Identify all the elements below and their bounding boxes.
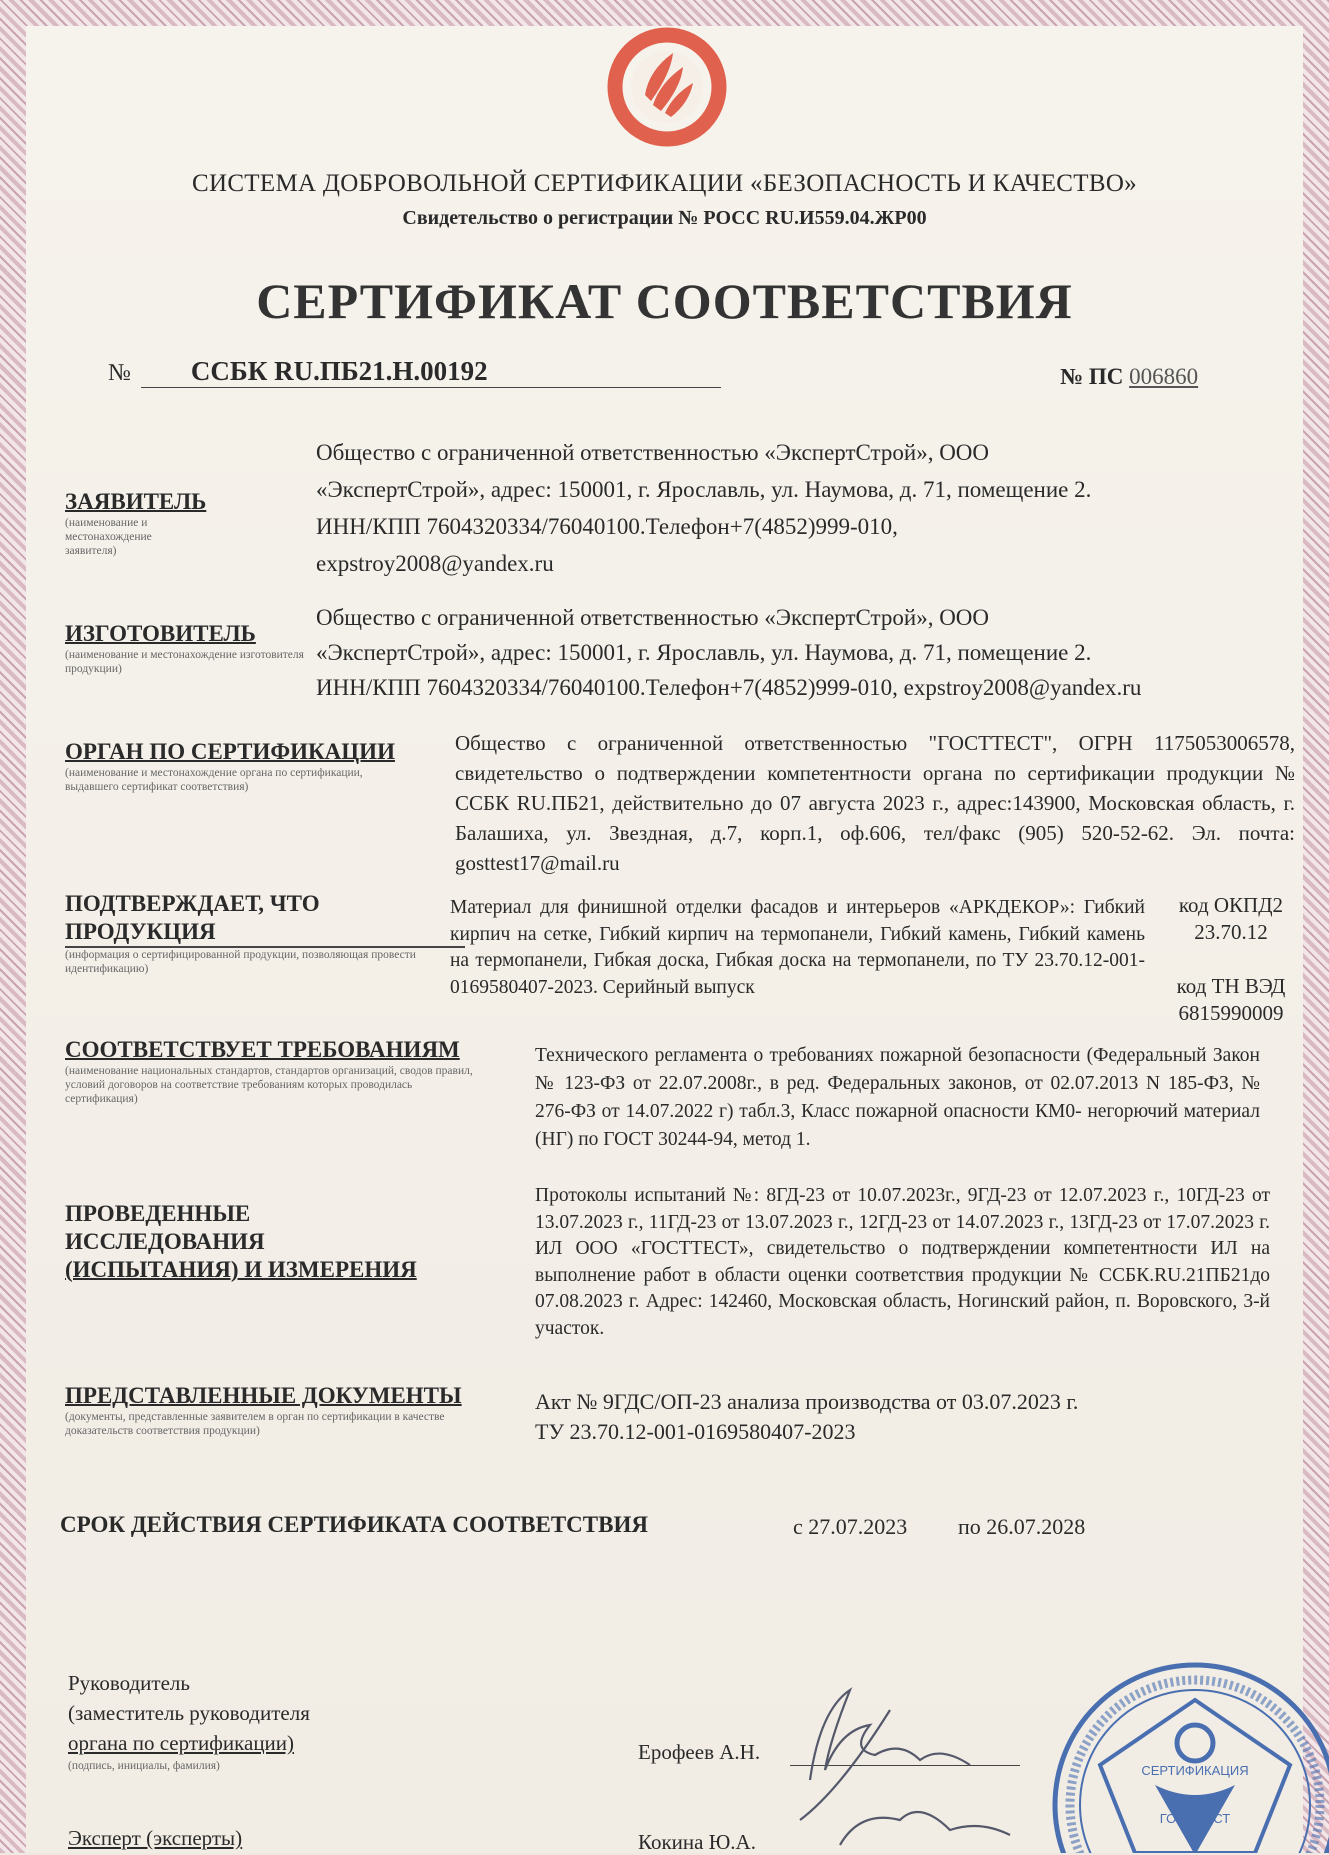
manufacturer-sublabel: (наименование и местонахождение изготовителя продукции) — [65, 649, 304, 675]
product-label-line2: ПРОДУКЦИЯ — [65, 918, 465, 948]
validity-to: по 26.07.2028 — [958, 1514, 1086, 1539]
applicant-label: ЗАЯВИТЕЛЬ — [65, 489, 207, 514]
tnved-value: 6815990009 — [1178, 1001, 1284, 1025]
certification-body-label: ОРГАН ПО СЕРТИФИКАЦИИ — [65, 739, 395, 764]
stamp-icon — [1045, 1655, 1329, 1853]
validity-from: с 27.07.2023 — [793, 1514, 908, 1539]
blank-number-value: 006860 — [1129, 364, 1199, 389]
number-prefix: № — [108, 360, 131, 386]
page-title: СЕРТИФИКАТ СООТВЕТСТВИЯ — [256, 273, 1073, 329]
documents-line: Акт № 9ГДС/ОП-23 анализа производства от 03.07.2023 г. — [535, 1389, 1079, 1414]
product-sublabel: (информация о сертифицированной продукции, позволяющая провести идентификацию) — [65, 949, 416, 975]
applicant-line: «ЭкспертСтрой», адрес: 150001, г. Ярославль, ул. Наумова, д. 71, помещение 2. — [316, 477, 1092, 502]
registration-number: Свидетельство о регистрации № РОСС RU.И559.04.ЖР00 — [402, 207, 927, 229]
certification-body-value: Общество с ограниченной ответственностью "ГОСТТЕСТ", ОГРН 1175053006578, свидетельство о подтверждении компетентности органа по сертификации продукции № ССБК RU.ПБ21, действительно до 07 августа 2023 г., адрес:143900, Московская область, г. Балашиха, ул. Звездная, д.7, корп.1, оф.606, тел/факс (905) 520-52-62. Эл. почта: gosttest17@mail.ru — [455, 731, 1295, 875]
manufacturer-line: Общество с ограниченной ответственностью «ЭкспертСтрой», ООО — [316, 605, 990, 630]
documents-value — [535, 1387, 1078, 1447]
documents-sublabel: (документы, представленные заявителем в орган по сертификации в качестве доказательств соответствия продукции) — [65, 1411, 445, 1437]
head-name: Ерофеев А.Н. — [638, 1740, 761, 1764]
product-label-block — [65, 890, 465, 976]
tests-label-line3: (ИСПЫТАНИЯ) И ИЗМЕРЕНИЯ — [65, 1257, 417, 1282]
manufacturer-line: «ЭкспертСтрой», адрес: 150001, г. Ярославль, ул. Наумова, д. 71, помещение 2. — [316, 640, 1092, 665]
requirements-value: Технического регламента о требованиях пожарной безопасности (Федеральный Закон № 123-ФЗ от 22.07.2008г., в ред. Федеральных законов, от 02.07.2013 N 185-ФЗ, № 276-ФЗ от 14.07.2022 г) табл.3, Класс пожарной опасности КМ0- негорючий материал (НГ) по ГОСТ 30244-94, метод 1. — [535, 1045, 1260, 1150]
applicant-line: Общество с ограниченной ответственностью «ЭкспертСтрой», ООО — [316, 440, 990, 465]
head-label-line1: Руководитель — [68, 1671, 190, 1695]
tests-label-line2: ИССЛЕДОВАНИЯ — [65, 1229, 265, 1254]
certificate-number — [108, 356, 721, 388]
requirements-sublabel: (наименование национальных стандартов, стандартов организаций, сводов правил, условий договоров на соответствие требованиям которых проводилась сертификация) — [65, 1065, 473, 1105]
documents-label-block — [65, 1382, 535, 1438]
system-logo-icon — [605, 25, 729, 149]
okpd-label: код ОКПД2 — [1178, 893, 1284, 917]
certification-body-label-block — [65, 738, 445, 794]
manufacturer-label-block — [65, 620, 315, 676]
blank-number — [1060, 364, 1198, 390]
validity-label: СРОК ДЕЙСТВИЯ СЕРТИФИКАТА СООТВЕТСТВИЯ — [60, 1512, 648, 1537]
certification-system-name: СИСТЕМА ДОБРОВОЛЬНОЙ СЕРТИФИКАЦИИ «БЕЗОПАСНОСТЬ И КАЧЕСТВО» — [192, 170, 1137, 197]
head-sublabel: (подпись, инициалы, фамилия) — [68, 1760, 220, 1772]
tests-value: Протоколы испытаний №: 8ГД-23 от 10.07.2023г., 9ГД-23 от 12.07.2023 г., 10ГД-23 от 13.07.2023 г., 11ГД-23 от 13.07.2023 г., 12ГД-23 от 14.07.2023 г., 13ГД-23 от 17.07.2023 г. ИЛ ООО «ГОСТТЕСТ», свидетельство о подтверждении компетентности ИЛ на выполнение работ в области оценки соответствия продукции № ССБК.RU.21ПБ21до 07.08.2023 г. Адрес: 142460, Московская область, Ногинский район, п. Воровского, 3-й участок. — [535, 1185, 1270, 1339]
tnved-label: код ТН ВЭД — [1176, 974, 1286, 998]
applicant-label-block — [65, 488, 305, 558]
stamp-text: СЕРТИФИКАЦИЯ — [1141, 1763, 1249, 1778]
signature-icon — [780, 1670, 1060, 1853]
applicant-value — [316, 434, 1306, 582]
expert-label: Эксперт (эксперты) — [68, 1826, 243, 1850]
product-codes — [1146, 892, 1316, 1027]
tests-label-line1: ПРОВЕДЕННЫЕ — [65, 1201, 251, 1226]
product-value: Материал для финишной отделки фасадов и интерьеров «АРКДЕКОР»: Гибкий кирпич на сетке, Гибкий кирпич на термопанели, Гибкий камень, Гибкий камень на термопанели, Гибкая доска, Гибкая доска на термопанели, по ТУ 23.70.12-001-0169580407-2023. Серийный выпуск — [450, 897, 1145, 998]
certificate-number-value: ССБК RU.ПБ21.Н.00192 — [141, 356, 721, 388]
manufacturer-value — [316, 600, 1316, 705]
okpd-value: 23.70.12 — [1194, 920, 1268, 944]
applicant-sublabel: (наименование и местонахождение заявителя) — [65, 517, 152, 557]
manufacturer-line: ИНН/КПП 7604320334/76040100.Телефон+7(4852)999-010, expstroy2008@yandex.ru — [316, 675, 1142, 700]
documents-line: ТУ 23.70.12-001-0169580407-2023 — [535, 1419, 856, 1444]
product-label-line1: ПОДТВЕРЖДАЕТ, ЧТО — [65, 891, 320, 916]
expert-name: Кокина Ю.А. — [638, 1830, 756, 1854]
tests-label-block — [65, 1200, 485, 1284]
requirements-label-block — [65, 1036, 525, 1106]
applicant-line: expstroy2008@yandex.ru — [316, 551, 554, 576]
blank-prefix: № ПС — [1060, 364, 1124, 389]
head-label-line2: (заместитель руководителя — [68, 1701, 310, 1725]
head-label-line3: органа по сертификации) — [68, 1731, 295, 1755]
documents-label: ПРЕДСТАВЛЕННЫЕ ДОКУМЕНТЫ — [65, 1383, 462, 1408]
head-label-block — [68, 1668, 310, 1774]
requirements-label: СООТВЕТСТВУЕТ ТРЕБОВАНИЯМ — [65, 1037, 460, 1062]
stamp-text-2: ГОСТ ТЕСТ — [1159, 1811, 1231, 1826]
certification-body-sublabel: (наименование и местонахождение органа по сертификации, выдавшего сертификат соответствия) — [65, 767, 363, 793]
manufacturer-label: ИЗГОТОВИТЕЛЬ — [65, 621, 256, 646]
applicant-line: ИНН/КПП 7604320334/76040100.Телефон+7(4852)999-010, — [316, 514, 898, 539]
